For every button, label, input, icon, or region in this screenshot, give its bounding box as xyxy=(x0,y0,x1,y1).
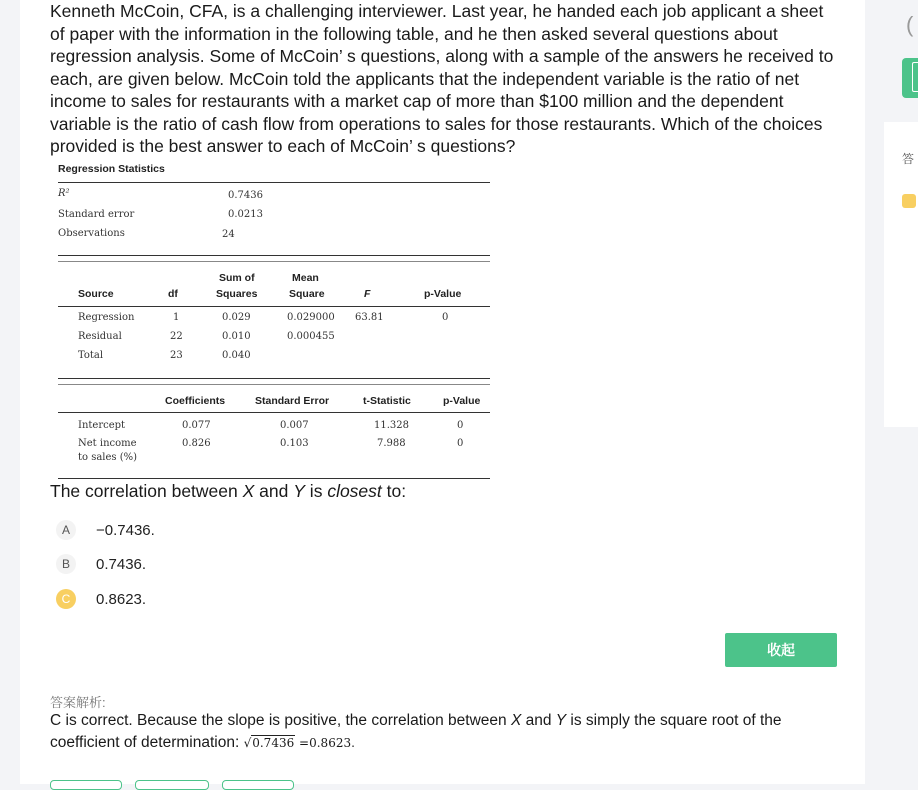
option-text: −0.7436. xyxy=(96,521,155,539)
table-rule xyxy=(58,255,490,256)
coef-se: 0.103 xyxy=(280,438,309,449)
coef-value: 0.826 xyxy=(182,438,211,449)
coef-value: 0.077 xyxy=(182,420,211,431)
sub-question-x: X xyxy=(242,481,255,501)
anova-ss: 0.040 xyxy=(222,350,251,361)
option-b[interactable] xyxy=(56,553,146,575)
coef-header-p: p-Value xyxy=(443,395,481,407)
analysis-text xyxy=(50,710,840,754)
anova-header-ms-2: Square xyxy=(289,288,325,300)
option-text: 0.8623. xyxy=(96,590,147,608)
anova-df: 22 xyxy=(170,331,183,342)
table-rule xyxy=(58,412,490,413)
coef-header-coef: Coefficients xyxy=(165,395,226,407)
analysis-text-1: C is correct. Because the slope is positive, the correlation between xyxy=(50,712,511,729)
formula-result: =0.8623. xyxy=(295,736,355,750)
sqrt-radicand: 0.7436 xyxy=(252,736,295,750)
table-rule xyxy=(58,182,490,183)
right-edge-glyph: ( xyxy=(906,12,914,37)
anova-source: Regression xyxy=(78,312,135,323)
coef-p: 0 xyxy=(457,438,464,449)
table-rule xyxy=(58,378,490,379)
stat-label-obs: Observations xyxy=(58,228,125,239)
stat-value-se: 0.0213 xyxy=(228,209,263,220)
anova-p: 0 xyxy=(442,312,449,323)
coef-se: 0.007 xyxy=(280,420,309,431)
anova-header-df: df xyxy=(168,288,178,300)
coef-p: 0 xyxy=(457,420,464,431)
option-letter-badge: B xyxy=(56,554,76,574)
question-text: Kenneth McCoin, CFA, is a challenging interviewer. Last year, he handed each job applicant a sheet of paper with the information in the following table, and he then asked several questions about regression analysis. Some of McCoin’ s questions, along with a sample of the answers he received to each, are given below. McCoin told the applicants that the independent variable is the ratio of net income to sales for restaurants with a market cap of more than $100 million and the dependent variable is the ratio of cash flow from operations to sales for those restaurants. Which of the choices provided is the best answer to each of McCoin’ s questions? xyxy=(50,1,834,156)
anova-ss: 0.010 xyxy=(222,331,251,342)
anova-ms: 0.029000 xyxy=(287,312,335,323)
coef-header-se: Standard Error xyxy=(255,395,330,407)
sub-question xyxy=(50,481,406,502)
answer-status-dot[interactable] xyxy=(902,194,916,208)
analysis-y: Y xyxy=(555,712,567,729)
question-card xyxy=(20,0,865,784)
anova-header-ss-1: Sum of xyxy=(219,272,255,284)
sub-question-suffix: to: xyxy=(381,481,407,501)
anova-ms: 0.000455 xyxy=(287,331,335,342)
analysis-formula xyxy=(244,735,355,750)
option-letter-badge: A xyxy=(56,520,76,540)
anova-header-ss-2: Squares xyxy=(216,288,258,300)
anova-f: 63.81 xyxy=(355,312,384,323)
stat-value-obs: 24 xyxy=(222,229,235,240)
analysis-x: X xyxy=(510,712,522,729)
coef-label: Intercept xyxy=(78,420,126,431)
anova-header-p: p-Value xyxy=(424,288,462,300)
option-a[interactable] xyxy=(56,519,155,541)
right-edge-icon xyxy=(912,62,918,92)
coef-t: 7.988 xyxy=(377,438,406,449)
sub-question-emph: closest xyxy=(327,481,382,501)
anova-ss: 0.029 xyxy=(222,312,251,323)
coef-header-t: t-Statistic xyxy=(363,395,411,407)
analysis-text-2: and xyxy=(521,712,556,729)
anova-header-source: Source xyxy=(78,288,114,300)
table-rule xyxy=(58,478,490,479)
sub-question-prefix: The correlation between xyxy=(50,481,243,501)
regression-stats-title: Regression Statistics xyxy=(58,163,165,175)
coef-t: 11.328 xyxy=(374,420,409,431)
table-rule xyxy=(58,261,490,262)
bottom-action-button[interactable] xyxy=(50,780,122,790)
coef-label: Net income xyxy=(78,438,137,449)
table-rule xyxy=(58,306,490,307)
collapse-button[interactable]: 收起 xyxy=(725,633,837,667)
answer-sheet-label: 答 xyxy=(902,152,915,166)
anova-header-f: F xyxy=(364,288,371,300)
bottom-action-button[interactable] xyxy=(135,780,209,790)
table-rule xyxy=(58,384,490,385)
anova-source: Total xyxy=(78,350,104,361)
answer-sheet-panel xyxy=(884,122,918,427)
anova-df: 23 xyxy=(170,350,183,361)
coef-label-2: to sales (%) xyxy=(78,452,138,463)
stat-label-se: Standard error xyxy=(58,209,135,220)
sub-question-y: Y xyxy=(293,481,305,501)
stat-value-r2: 0.7436 xyxy=(228,190,263,201)
sub-question-mid: and xyxy=(254,481,294,501)
analysis-text-3: is simply the square root of the coefficient of determination: xyxy=(50,712,782,751)
sqrt-sign: √ xyxy=(243,736,252,750)
bottom-action-button[interactable] xyxy=(222,780,294,790)
anova-header-ms-1: Mean xyxy=(292,272,319,284)
option-letter-badge: C xyxy=(56,589,76,609)
option-text: 0.7436. xyxy=(96,555,147,573)
stat-label-r2: R² xyxy=(58,188,70,199)
analysis-title: 答案解析: xyxy=(50,695,106,710)
anova-source: Residual xyxy=(78,331,122,342)
sub-question-is: is xyxy=(304,481,328,501)
option-c[interactable] xyxy=(56,588,146,610)
anova-df: 1 xyxy=(173,312,180,323)
